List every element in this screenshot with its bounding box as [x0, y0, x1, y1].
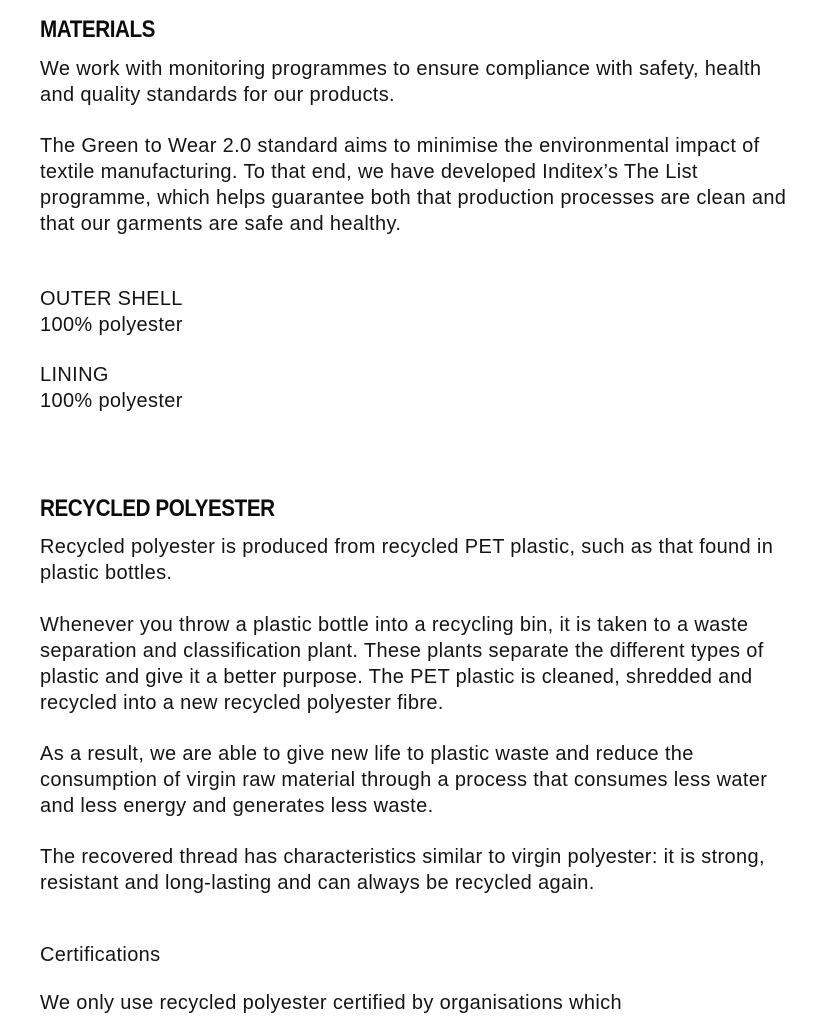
materials-paragraph: The Green to Wear 2.0 standard aims to minimise the environmental impact of textile manufacturing. To that end, we have developed Inditex’s The List programme, which helps guarantee both that production processes are clean and that our garments are safe and healthy. — [40, 135, 787, 235]
composition-label: LINING — [40, 364, 109, 386]
recycled-paragraph: As a result, we are able to give new life to plastic waste and reduce the consumption of virgin raw material through a process that consumes less water and less energy and generates less waste. — [40, 743, 768, 817]
recycled-paragraph: Recycled polyester is produced from recycled PET plastic, such as that found in plastic bottles. — [40, 536, 774, 584]
composition-label: OUTER SHELL — [40, 288, 183, 310]
certifications-label: Certifications — [40, 944, 161, 966]
recycled-polyester-heading: RECYCLED POLYESTER — [40, 495, 275, 522]
certifications-text: We only use recycled polyester certified by organisations which — [40, 992, 622, 1014]
composition-value: 100% polyester — [40, 390, 183, 412]
composition-outer-shell — [40, 286, 183, 338]
recycled-paragraph: Whenever you throw a plastic bottle into a recycling bin, it is taken to a waste separation and classification plant. These plants separate the different types of plastic and give it a better purpose. The PET plastic is cleaned, shredded and recycled into a new recycled polyester fibre. — [40, 614, 764, 714]
materials-heading: MATERIALS — [40, 16, 155, 43]
recycled-paragraph: The recovered thread has characteristics similar to virgin polyester: it is strong, resistant and long-lasting and can always be recycled again. — [40, 846, 765, 894]
materials-paragraph: We work with monitoring programmes to ensure compliance with safety, health and quality standards for our products. — [40, 58, 762, 106]
composition-value: 100% polyester — [40, 314, 183, 336]
composition-lining — [40, 362, 183, 414]
